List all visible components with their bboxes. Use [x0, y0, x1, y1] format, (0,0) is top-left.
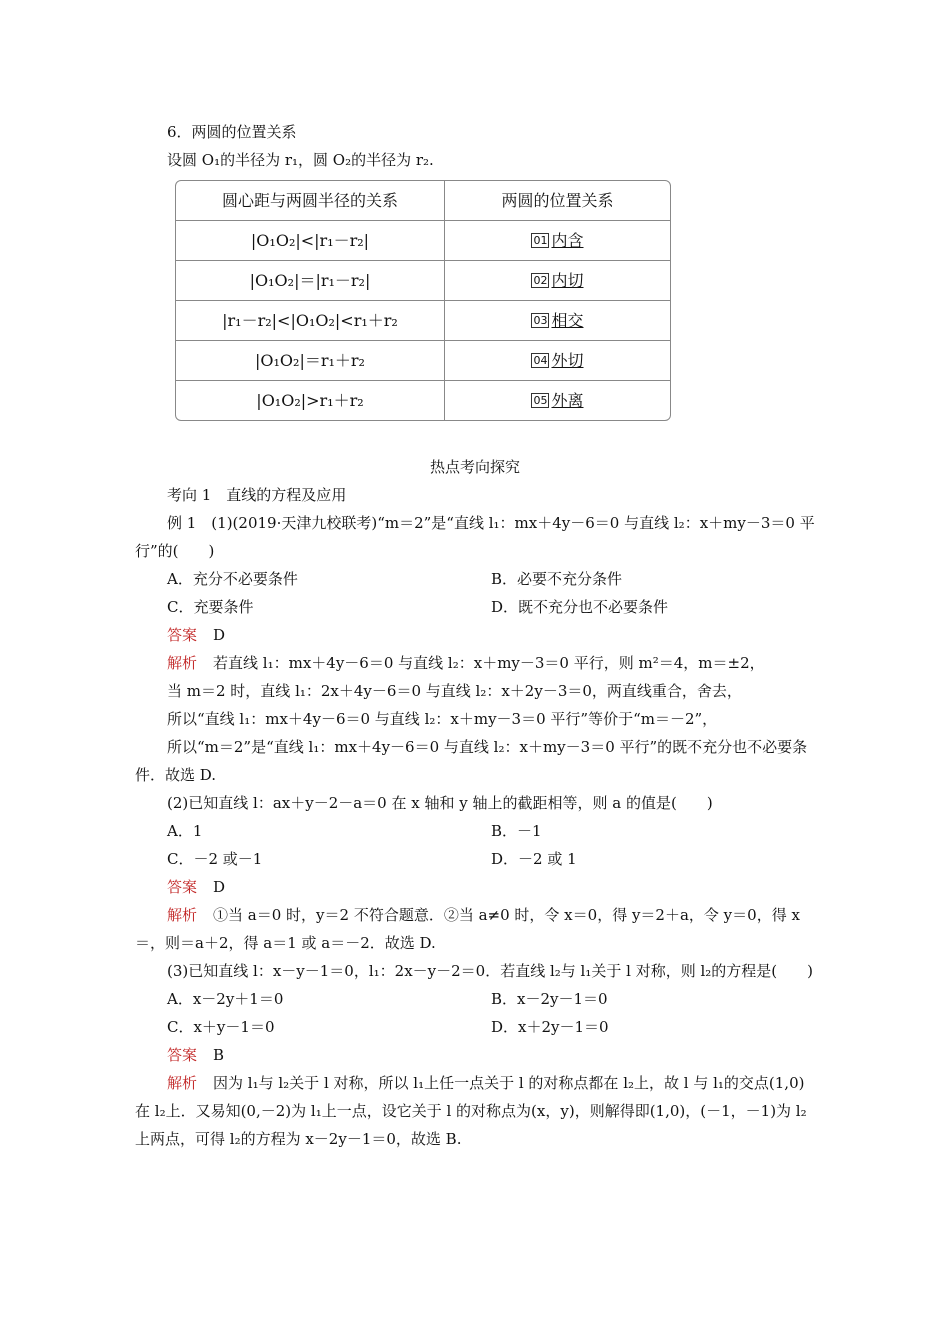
option-b: B．x－2y－1＝0 — [491, 990, 608, 1008]
table-row — [176, 261, 670, 301]
solution-text: ①当 a＝0 时，y＝2 不符合题意．②当 a≠0 时，令 x＝0，得 y＝2＋a，令 y＝0，得 x＝，则＝a＋2，得 a＝1 或 a＝－2．故选 D. — [135, 906, 800, 952]
solution-text: 因为 l₁与 l₂关于 l 对称，所以 l₁上任一点关于 l 的对称点都在 l₂上，故 l 与 l₁的交点(1,0)在 l₂上．又易知(0,－2)为 l₁上一点，设它关于 l 的对称点为(x，y)，则解得即(1,0)，(－1，－1)为 l₂上两点，可得 l₂的方程为 x－2y－1＝0，故选 B. — [135, 1074, 807, 1148]
option-b: B．必要不充分条件 — [491, 570, 623, 588]
table-cell-condition: |O₁O₂|>r₁＋r₂ — [176, 381, 445, 420]
answer-value: B — [213, 1046, 225, 1064]
example-1-options — [135, 593, 815, 621]
section-title: 6．两圆的位置关系 — [167, 123, 297, 141]
table-header: 圆心距与两圆半径的关系 — [176, 181, 445, 221]
answer-value: D — [213, 878, 226, 896]
option-d: D．既不充分也不必要条件 — [491, 598, 669, 616]
table-cell-relation — [445, 381, 670, 420]
relation-answer: 外离 — [551, 390, 584, 410]
option-a: A．1 — [167, 822, 203, 840]
table-cell-condition: |O₁O₂|＝|r₁－r₂| — [176, 261, 445, 301]
section-intro: 设圆 O₁的半径为 r₁，圆 O₂的半径为 r₂. — [167, 151, 434, 169]
direction-heading: 考向 1 直线的方程及应用 — [167, 486, 347, 504]
solution-label: 解析 — [167, 654, 198, 672]
blank-number: 04 — [533, 353, 548, 367]
table-header-row — [176, 181, 670, 221]
answer-label: 答案 — [167, 878, 198, 896]
example-2-answer — [135, 873, 815, 901]
table-cell-relation — [445, 341, 670, 381]
relation-answer: 内切 — [551, 270, 584, 290]
example-1-answer — [135, 621, 815, 649]
example-2-options — [135, 845, 815, 873]
solution-line: 所以“m＝2”是“直线 l₁：mx＋4y－6＝0 与直线 l₂：x＋my－3＝0 平行”的既不充分也不必要条件．故选 D. — [135, 738, 808, 784]
example-3-solution — [135, 1069, 815, 1153]
relation-answer: 内含 — [551, 230, 584, 250]
solution-label: 解析 — [167, 1074, 198, 1092]
option-d: D．－2 或 1 — [491, 850, 577, 868]
relation-answer: 外切 — [551, 350, 584, 370]
option-c: C．x＋y－1＝0 — [167, 1018, 275, 1036]
table-row — [176, 301, 670, 341]
example-1-solution — [135, 649, 815, 677]
example-1-stem: 例 1 (1)(2019·天津九校联考)“m＝2”是“直线 l₁：mx＋4y－6＝0 与直线 l₂：x＋my－3＝0 平行”的( ) — [135, 514, 815, 560]
circle-relation-table — [175, 180, 671, 421]
solution-text: 若直线 l₁：mx＋4y－6＝0 与直线 l₂：x＋my－3＝0 平行，则 m²＝4，m＝±2， — [213, 654, 765, 672]
table-cell-relation — [445, 221, 670, 261]
option-a: A．充分不必要条件 — [167, 570, 298, 588]
blank-number: 03 — [533, 313, 548, 327]
solution-line: 当 m＝2 时，直线 l₁：2x＋4y－6＝0 与直线 l₂：x＋2y－3＝0，两直线重合，舍去， — [167, 682, 742, 700]
table-cell-condition: |O₁O₂|<|r₁－r₂| — [176, 221, 445, 261]
example-3-options — [135, 1013, 815, 1041]
option-c: C．－2 或－1 — [167, 850, 263, 868]
table-row — [176, 381, 670, 420]
relation-answer: 相交 — [551, 310, 584, 330]
hot-topic-title: 热点考向探究 — [429, 458, 520, 476]
answer-value: D — [213, 626, 226, 644]
option-d: D．x＋2y－1＝0 — [491, 1018, 609, 1036]
option-b: B．－1 — [491, 822, 542, 840]
blank-number: 01 — [533, 233, 548, 247]
solution-label: 解析 — [167, 906, 198, 924]
example-3-stem: (3)已知直线 l：x－y－1＝0，l₁：2x－y－2＝0．若直线 l₂与 l₁关于 l 对称，则 l₂的方程是( ) — [167, 962, 813, 980]
blank-number: 02 — [533, 273, 548, 287]
option-a: A．x－2y＋1＝0 — [167, 990, 284, 1008]
example-2-stem: (2)已知直线 l：ax＋y－2－a＝0 在 x 轴和 y 轴上的截距相等，则 a 的值是( ) — [167, 794, 713, 812]
table-row — [176, 341, 670, 381]
table-cell-condition: |O₁O₂|＝r₁＋r₂ — [176, 341, 445, 381]
blank-number: 05 — [533, 393, 548, 407]
document-page — [135, 118, 815, 1153]
answer-label: 答案 — [167, 626, 198, 644]
example-3-answer — [135, 1041, 815, 1069]
option-c: C．充要条件 — [167, 598, 254, 616]
example-3-options — [135, 985, 815, 1013]
table-cell-condition: |r₁－r₂|<|O₁O₂|<r₁＋r₂ — [176, 301, 445, 341]
solution-line: 所以“直线 l₁：mx＋4y－6＝0 与直线 l₂：x＋my－3＝0 平行”等价于“m＝－2”， — [167, 710, 718, 728]
table-row — [176, 221, 670, 261]
table-cell-relation — [445, 301, 670, 341]
example-2-options — [135, 817, 815, 845]
answer-label: 答案 — [167, 1046, 198, 1064]
example-2-solution — [135, 901, 815, 957]
table-cell-relation — [445, 261, 670, 301]
example-1-options — [135, 565, 815, 593]
table-header: 两圆的位置关系 — [445, 181, 670, 221]
